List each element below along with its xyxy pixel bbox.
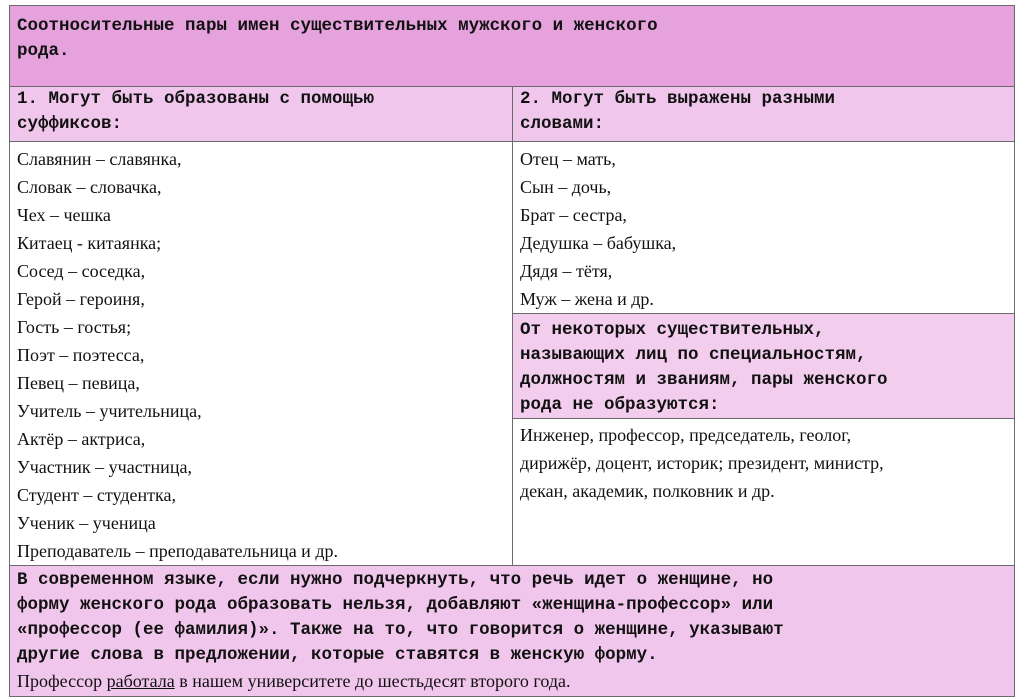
list-item: Муж – жена и др. [520,289,654,309]
header-title-line-1: Соотносительные пары имен существительных мужского и женского [17,16,658,36]
example-underlined-verb: работала [106,671,175,691]
header-title-line-2: рода. [17,41,70,61]
right-heading-line-2: словами: [520,114,605,134]
note-line: называющих лиц по специальностям, [520,345,867,365]
list-item: Чех – чешка [17,205,111,225]
grammar-table-page [9,5,1014,697]
table-header [10,6,1015,87]
bottom-note-line: В современном языке, если нужно подчеркнуть, что речь идет о женщине, но [17,570,774,590]
bottom-note-line: форму женского рода образовать нельзя, добавляют «женщина-профессор» или [17,595,774,615]
note-line: рода не образуются: [520,395,720,415]
list-item: Герой – героиня, [17,289,145,309]
list-item: Брат – сестра, [520,205,627,225]
list-item: Китаец - китаянка; [17,233,162,253]
left-heading-line-1: 1. Могут быть образованы с помощью [17,89,375,109]
list-item: Славянин – славянка, [17,149,182,169]
list-item: Ученик – ученица [17,513,156,533]
left-heading-line-2: суффиксов: [17,114,123,134]
list-item: Отец – мать, [520,149,616,169]
list-item: Поэт – поэтесса, [17,345,145,365]
left-column-heading [10,87,513,142]
grammar-table [9,5,1015,697]
right-heading-line-1: 2. Могут быть выражены разными [520,89,836,109]
different-words-list [513,142,1015,314]
profession-line: декан, академик, полковник и др. [520,481,775,501]
list-item: Гость – гостья; [17,317,132,337]
list-item: Словак – словачка, [17,177,162,197]
bottom-note-line: другие слова в предложении, которые ставятся в женскую форму. [17,645,658,665]
bottom-note [10,566,1015,697]
list-item: Учитель – учительница, [17,401,202,421]
suffix-pairs-list [10,142,513,566]
list-item: Студент – студентка, [17,485,177,505]
profession-list [513,419,1015,566]
profession-note [513,314,1015,419]
list-item: Участник – участница, [17,457,192,477]
list-item: Певец – певица, [17,373,140,393]
list-item: Сосед – соседка, [17,261,146,281]
example-sentence [17,668,1007,694]
profession-line: дирижёр, доцент, историк; президент, министр, [520,453,884,473]
list-item: Дядя – тётя, [520,261,613,281]
example-text-before: Профессор [17,671,107,691]
note-line: должностям и званиям, пары женского [520,370,888,390]
list-item: Преподаватель – преподавательница и др. [17,541,338,561]
bottom-note-line: «профессор (ее фамилия)». Также на то, что говорится о женщине, указывают [17,620,784,640]
example-text-after: в нашем университете до шестьдесят второго года. [174,671,571,691]
list-item: Сын – дочь, [520,177,612,197]
list-item: Дедушка – бабушка, [520,233,677,253]
profession-line: Инженер, профессор, председатель, геолог, [520,425,852,445]
list-item: Актёр – актриса, [17,429,146,449]
right-column-heading [513,87,1015,142]
note-line: От некоторых существительных, [520,320,825,340]
